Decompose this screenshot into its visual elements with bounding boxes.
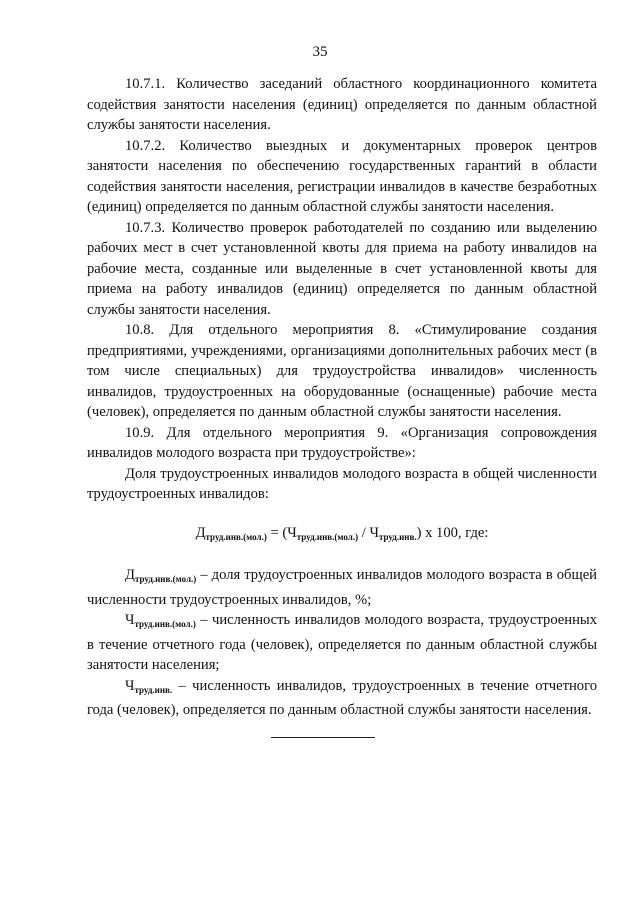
- definition-d: [87, 565, 597, 610]
- definition-d-symbol: Д: [125, 567, 135, 583]
- paragraph-10-7-2: 10.7.2. Количество выездных и документарных проверок центров занятости населения по обеспечению государственных гарантий в области содействия занятости населения, регистрации инвалидов в качестве безработных (единиц) определяется по данным областной службы занятости населения.: [87, 137, 597, 215]
- page-number: 35: [312, 44, 328, 60]
- definition-d-text: – доля трудоустроенных инвалидов молодого возраста в общей численности трудоустроенных инвалидов, %;: [87, 567, 597, 608]
- paragraph-10-7-1: 10.7.1. Количество заседаний областного координационного комитета содействия занятости населения (единиц) определяется по данным областной службы занятости населения.: [87, 76, 597, 133]
- document-body: [87, 74, 597, 721]
- formula-equals-open: = (: [266, 524, 288, 541]
- definition-ch-total-text: – численность инвалидов, трудоустроенных в течение отчетного года (человек), определяется по данным областной службы занятости населения.: [87, 677, 597, 718]
- formula-tail: ) х 100, где:: [416, 524, 489, 541]
- formula-ch-symbol-2: Ч: [369, 524, 379, 541]
- end-divider-line: [271, 737, 375, 738]
- definition-ch-young-text: – численность инвалидов молодого возраста, трудоустроенных в течение отчетного года (человек), определяется по данным областной службы занятости населения;: [87, 612, 597, 673]
- definition-ch-total-subscript: труд.инв.: [134, 684, 173, 695]
- definition-d-subscript: труд.инв.(мол.): [134, 574, 197, 584]
- definition-ch-total-symbol: Ч: [125, 677, 135, 694]
- formula-slash: /: [358, 524, 370, 541]
- formula: [87, 523, 597, 548]
- definition-ch-young-subscript: труд.инв.(мол.): [134, 619, 196, 629]
- formula-ch-subscript-1: труд.инв.(мол.): [296, 531, 359, 542]
- paragraph-10-7-3: 10.7.3. Количество проверок работодателей по созданию или выделению рабочих мест в счет установленной квоты для приема на работу инвалидов на рабочие места, созданные или выделенные в счет установленной квоты для приема на работу инвалидов (единиц) определяется по данным областной службы занятости населения.: [87, 219, 597, 318]
- formula-ch-symbol-1: Ч: [287, 524, 297, 541]
- formula-d-symbol: Д: [195, 524, 206, 541]
- definition-ch-young: [87, 610, 597, 676]
- definition-ch-young-symbol: Ч: [125, 612, 135, 628]
- paragraph-10-9: 10.9. Для отдельного мероприятия 9. «Организация сопровождения инвалидов молодого возраста при трудоустройстве»:: [87, 424, 597, 461]
- paragraph-share-intro: Доля трудоустроенных инвалидов молодого возраста в общей численности трудоустроенных инвалидов:: [87, 465, 597, 502]
- definition-ch-total: [87, 676, 597, 721]
- paragraph-10-8: 10.8. Для отдельного мероприятия 8. «Стимулирование создания предприятиями, учреждениями, организациями дополнительных рабочих мест (в том числе специальных) для трудоустройства инвалидов» численность инвалидов, трудоустроенных на оборудованные (оснащенные) рабочие места (человек), определяется по данным областной службы занятости населения.: [87, 322, 597, 420]
- formula-ch-subscript-2: труд.инв.: [378, 531, 417, 542]
- formula-d-subscript: труд.инв.(мол.): [205, 531, 267, 542]
